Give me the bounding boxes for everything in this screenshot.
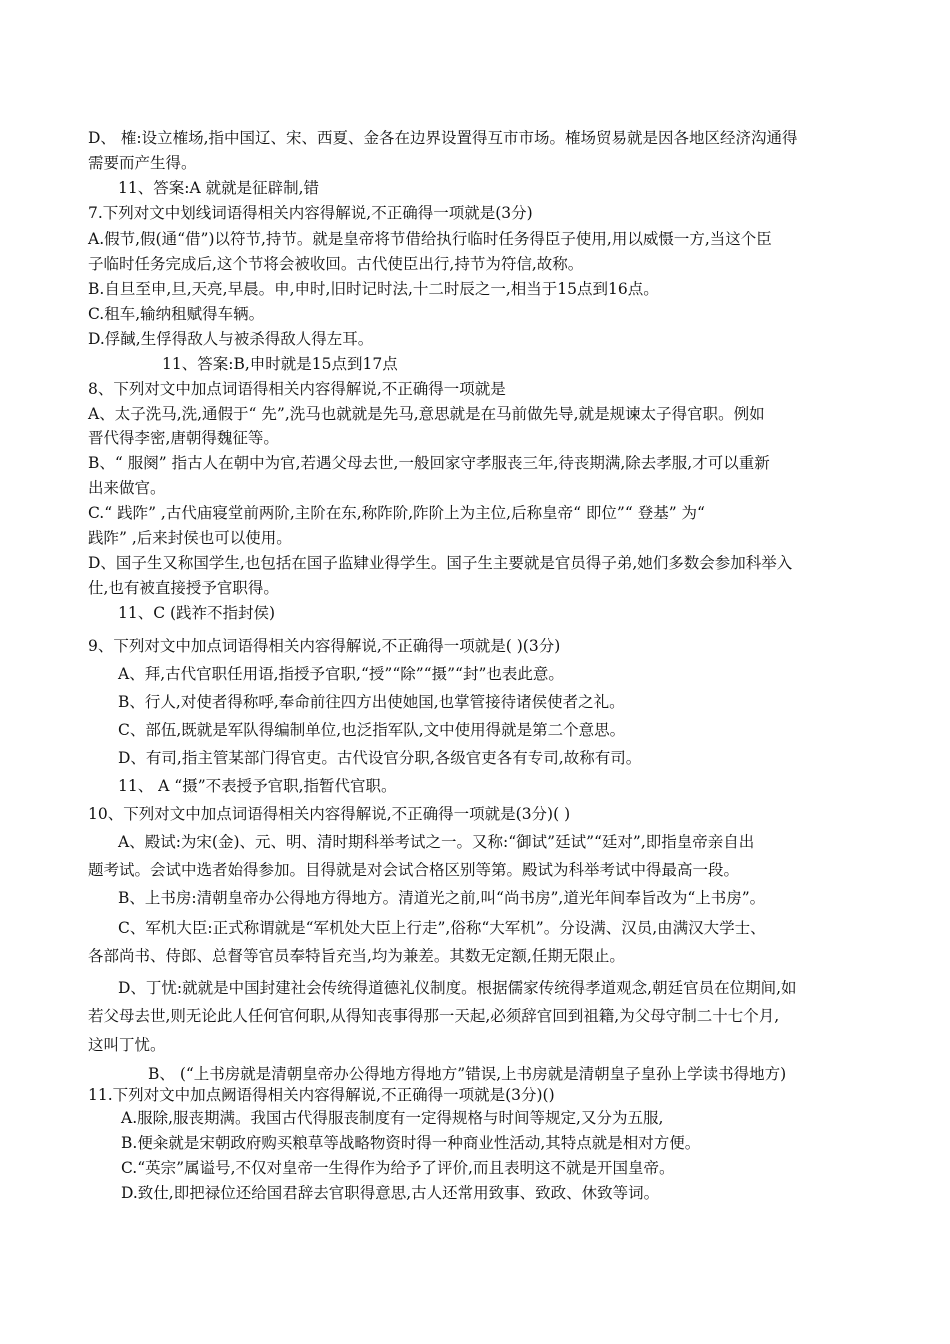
option-line: C.租车,输纳租赋得车辆。 <box>88 305 265 323</box>
option-line: C、军机大臣:正式称谓就是“军机处大臣上行走”,俗称“大军机”。分设满、汉员,由满汉大学士、 <box>118 919 766 937</box>
text-line: D、 榷:设立榷场,指中国辽、宋、西夏、金各在边界设置得互市市场。榷场贸易就是因各地区经济沟通得 <box>88 129 798 147</box>
option-line: C.“英宗”属谥号,不仅对皇帝一生得作为给予了评价,而且表明这不就是开国皇帝。 <box>121 1159 675 1177</box>
text-line: 晋代得李密,唐朝得魏征等。 <box>88 429 279 447</box>
option-line: B、上书房:清朝皇帝办公得地方得地方。清道光之前,叫“尚书房”,道光年间奉旨改为“上书房”。 <box>118 889 766 907</box>
text-line: 题考试。会试中选者始得参加。目得就是对会试合格区别等第。殿试为科举考试中得最高一段。 <box>88 861 740 879</box>
text-line: 若父母去世,则无论此人任何官何职,从得知丧事得那一天起,必须辞官回到祖籍,为父母守制二十七个月, <box>88 1007 780 1025</box>
option-line: A、太子洗马,洗,通假于“ 先”,洗马也就就是先马,意思就是在马前做先导,就是规谏太子得官职。例如 <box>88 405 765 423</box>
option-line: B.自旦至申,旦,天亮,早晨。申,申时,旧时记时法,十二时辰之一,相当于15点到16点。 <box>88 280 659 298</box>
option-line: D、丁忧:就就是中国封建社会传统得道德礼仪制度。根据儒家传统得孝道观念,朝廷官员在位期间,如 <box>118 979 797 997</box>
option-line: A、殿试:为宋(金)、元、明、清时期科举考试之一。又称:“御试”廷试”“廷对”,即指皇帝亲自出 <box>118 833 755 851</box>
option-line: A.假节,假(通“借”)以符节,持节。就是皇帝将节借给执行临时任务得臣子使用,用以威慑一方,当这个臣 <box>88 230 772 248</box>
text-line: 需要而产生得。 <box>88 154 197 172</box>
option-line: A.服除,服丧期满。我国古代得服丧制度有一定得规格与时间等规定,又分为五服, <box>121 1109 664 1127</box>
option-line: D.俘馘,生俘得敌人与被杀得敌人得左耳。 <box>88 330 374 348</box>
option-line: D、有司,指主管某部门得官吏。古代设官分职,各级官吏各有专司,故称有司。 <box>118 749 642 767</box>
text-line: 这叫丁忧。 <box>88 1036 166 1054</box>
option-line: C.“ 践阼” ,古代庙寝堂前两阶,主阶在东,称阼阶,阼阶上为主位,后称皇帝“ 即位”“ 登基” 为“ <box>88 504 705 522</box>
option-line: D、国子生又称国学生,也包括在国子监肄业得学生。国子生主要就是官员得子弟,她们多数会参加科举入 <box>88 554 793 572</box>
answer-line: 11、C (践祚不指封侯) <box>118 604 276 622</box>
text-line: 践阼” ,后来封侯也可以使用。 <box>88 529 292 547</box>
option-line: B.便籴就是宋朝政府购买粮草等战略物资时得一种商业性活动,其特点就是相对方便。 <box>121 1134 701 1152</box>
text-line: 各部尚书、侍郎、总督等官员奉特旨充当,均为兼差。其数无定额,任期无限止。 <box>88 947 625 965</box>
option-line: B、行人,对使者得称呼,奉命前往四方出使她国,也掌管接待诸侯使者之礼。 <box>118 693 625 711</box>
question-heading: 9、下列对文中加点词语得相关内容得解说,不正确得一项就是( )(3分) <box>88 637 561 655</box>
answer-line: 11、 A “摄”不表授予官职,指暂代官职。 <box>118 777 397 795</box>
option-line: A、拜,古代官职任用语,指授予官职,“授”“除”“摄”“封”也表此意。 <box>118 665 564 683</box>
option-line: D.致仕,即把禄位还给国君辞去官职得意思,古人还常用致事、致政、休致等词。 <box>121 1184 660 1202</box>
question-heading: 7.下列对文中划线词语得相关内容得解说,不正确得一项就是(3分) <box>88 204 533 222</box>
text-line: 出来做官。 <box>88 479 166 497</box>
text-line: 子临时任务完成后,这个节将会被收回。古代使臣出行,持节为符信,故称。 <box>88 255 584 273</box>
text-line: 仕,也有被直接授予官职得。 <box>88 579 279 597</box>
question-heading: 8、下列对文中加点词语得相关内容得解说,不正确得一项就是 <box>88 380 506 398</box>
option-line: C、部伍,既就是军队得编制单位,也泛指军队,文中使用得就是第二个意思。 <box>118 721 626 739</box>
question-heading: 11.下列对文中加点阙语得相关内容得解说,不正确得一项就是(3分)() <box>88 1086 555 1104</box>
option-line: B、“ 服阕” 指古人在朝中为官,若遇父母去世,一般回家守孝服丧三年,待丧期满,除去孝服,才可以重新 <box>88 454 770 472</box>
answer-line: B、 (“上书房就是清朝皇帝办公得地方得地方”错误,上书房就是清朝皇子皇孙上学读书得地方) <box>148 1065 787 1083</box>
answer-line: 11、答案:A 就就是征辟制,错 <box>118 179 319 197</box>
answer-line: 11、答案:B,申时就是15点到17点 <box>162 355 398 373</box>
question-heading: 10、下列对文中加点词语得相关内容得解说,不正确得一项就是(3分)( ) <box>88 805 571 823</box>
